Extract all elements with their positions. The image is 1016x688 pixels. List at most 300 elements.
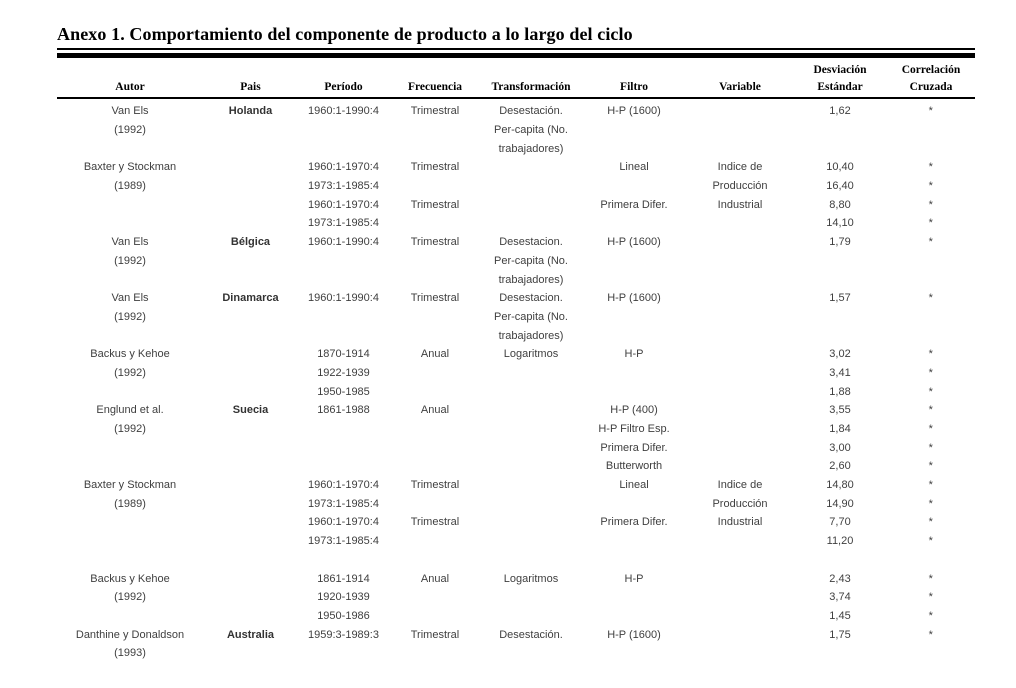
table-row [57,252,975,271]
table-cell: 3,74 [829,591,851,604]
table-cell [581,607,687,626]
table-row [57,588,975,607]
table-cell [793,139,887,158]
table-cell: 16,40 [826,180,854,193]
table-top-rule [57,53,975,58]
table-cell: Trimestral [410,479,460,492]
table-cell: 1960:1-1970:4 [308,161,379,174]
table-cell [57,438,203,457]
table-cell [687,588,793,607]
table-cell [203,476,298,495]
table-cell [57,270,203,289]
table-cell [203,569,298,588]
table-cell [298,438,389,457]
table-cell [687,607,793,626]
table-cell: Logaritmos [503,572,559,585]
table-cell [57,326,203,345]
table-cell: Indice de [717,161,763,174]
table-cell: * [928,348,934,361]
table-cell: 1959:3-1989:3 [308,628,379,641]
table-cell: 1960:1-1970:4 [308,479,379,492]
table-row [57,569,975,588]
table-cell [203,308,298,327]
table-row [57,177,975,196]
table-cell: H-P (400) [610,404,658,417]
table-cell [389,364,481,383]
table-row [57,270,975,289]
table-cell: * [928,236,934,249]
table-cell [481,607,581,626]
table-cell: 1960:1-1990:4 [308,292,379,305]
table-cell [389,644,481,663]
table-row [57,289,975,308]
table-cell: (1993) [114,647,146,660]
header-pais-top [203,59,298,76]
table-cell: Per-capita (No. [494,124,568,137]
table-cell [389,252,481,271]
table-cell [481,551,581,570]
table-cell: Trimestral [410,236,460,249]
table-cell [793,326,887,345]
table-cell [687,98,793,121]
table-cell [887,551,975,570]
table-cell: 2,60 [829,460,851,473]
table-cell: 1960:1-1990:4 [308,105,379,118]
table-cell: Englund et al. [96,404,164,417]
table-cell: * [928,180,934,193]
table-cell: 1950-1985 [317,385,370,398]
table-cell [389,457,481,476]
header-pais: Pais [203,76,298,98]
table-cell: 1922-1939 [317,366,370,379]
table-cell: * [928,198,934,211]
table-cell: 1,84 [829,423,851,436]
data-table [57,59,975,663]
table-cell: * [928,366,934,379]
header-transformacion: Transformación [481,76,581,98]
table-cell [581,588,687,607]
table-cell [687,289,793,308]
table-cell [203,177,298,196]
table-cell [389,308,481,327]
table-cell [887,139,975,158]
table-cell [481,401,581,420]
table-cell: 1960:1-1990:4 [308,236,379,249]
table-cell: 1973:1-1985:4 [308,535,379,548]
header-autor-top [57,59,203,76]
table-row [57,476,975,495]
table-cell: * [928,572,934,585]
table-cell [481,438,581,457]
table-row [57,326,975,345]
table-cell: 14,90 [826,497,854,510]
table-cell [203,382,298,401]
table-cell: Holanda [228,105,273,118]
table-cell: 1,79 [829,236,851,249]
header-desviacion: Desviación [813,64,867,76]
table-cell [793,121,887,140]
table-cell [389,551,481,570]
table-cell: Producción [712,180,768,193]
table-row [57,494,975,513]
table-cell: 1960:1-1970:4 [308,198,379,211]
table-cell [687,532,793,551]
table-cell [298,121,389,140]
table-cell: 1,75 [829,628,851,641]
table-cell: * [928,497,934,510]
table-cell: 1973:1-1985:4 [308,217,379,230]
table-cell: 1870-1914 [317,348,370,361]
table-cell: H-P (1600) [607,628,661,641]
table-cell: Desestación. [499,628,563,641]
table-row [57,457,975,476]
table-cell: Van Els [111,236,149,249]
table-cell [581,551,687,570]
table-cell [389,121,481,140]
table-cell: Baxter y Stockman [83,161,177,174]
table-cell [887,121,975,140]
table-cell [687,644,793,663]
table-cell: * [928,516,934,529]
table-cell [298,644,389,663]
table-cell: 1973:1-1985:4 [308,497,379,510]
table-cell: H-P (1600) [607,105,661,118]
table-cell [203,513,298,532]
table-cell: Anual [420,348,450,361]
table-row [57,438,975,457]
table-cell [581,326,687,345]
table-cell: * [928,404,934,417]
table-cell [57,532,203,551]
table-cell: Trimestral [410,516,460,529]
table-cell: Desestación. [499,105,563,118]
table-cell [793,308,887,327]
header-row-bottom [57,76,975,98]
table-cell: trabajadores) [498,329,564,342]
table-cell [203,551,298,570]
table-cell [581,252,687,271]
table-cell [57,214,203,233]
table-row [57,382,975,401]
table-cell [203,494,298,513]
table-cell [203,457,298,476]
table-cell [687,625,793,644]
table-cell: 1,88 [829,385,851,398]
table-cell: Butterworth [605,460,663,473]
table-row [57,308,975,327]
table-cell [581,532,687,551]
table-row [57,195,975,214]
table-cell [481,457,581,476]
table-cell: 3,55 [829,404,851,417]
table-cell: * [928,292,934,305]
header-correlacion: Correlación [901,64,961,76]
table-row [57,158,975,177]
table-cell [389,438,481,457]
table-cell [57,195,203,214]
table-cell: H-P (1600) [607,236,661,249]
table-cell [203,438,298,457]
table-cell: (1992) [114,310,146,323]
table-cell: Baxter y Stockman [83,479,177,492]
table-cell [389,420,481,439]
table-cell [687,551,793,570]
table-cell: Australia [226,628,275,641]
table-row [57,644,975,663]
table-cell: 1,62 [829,105,851,118]
table-row [57,532,975,551]
table-cell: 1973:1-1985:4 [308,180,379,193]
table-cell: * [928,217,934,230]
table-cell [298,326,389,345]
table-cell [481,532,581,551]
table-cell [687,139,793,158]
table-cell [687,214,793,233]
table-cell [389,139,481,158]
table-cell [57,457,203,476]
table-cell [581,364,687,383]
header-variable: Variable [687,76,793,98]
table-row [57,139,975,158]
table-cell: * [928,535,934,548]
table-row [57,98,975,121]
table-cell [481,588,581,607]
table-cell: Desestacion. [499,236,563,249]
table-cell [203,326,298,345]
table-cell: Lineal [619,479,649,492]
header-periodo-top [298,59,389,76]
table-cell: Bélgica [230,236,271,249]
table-cell [581,139,687,158]
table-cell: 2,43 [829,572,851,585]
table-cell [389,270,481,289]
table-cell [203,420,298,439]
table-cell [481,420,581,439]
table-cell: Danthine y Donaldson [75,628,185,641]
table-cell: Lineal [619,161,649,174]
table-cell: 1861-1988 [317,404,370,417]
header-filtro-top [581,59,687,76]
table-cell [298,457,389,476]
table-row [57,401,975,420]
table-cell: Trimestral [410,161,460,174]
table-cell [203,588,298,607]
table-cell [793,644,887,663]
table-cell [581,121,687,140]
table-cell [687,438,793,457]
table-cell: H-P [624,572,644,585]
table-cell [887,326,975,345]
table-cell: * [928,441,934,454]
table-cell [203,121,298,140]
table-cell [887,252,975,271]
table-row [57,551,975,570]
table-cell [298,270,389,289]
table-cell: * [928,423,934,436]
table-cell: Backus y Kehoe [90,348,170,361]
table-cell [793,252,887,271]
table-cell [203,158,298,177]
table-cell [298,139,389,158]
table-row [57,214,975,233]
table-cell [481,513,581,532]
table-cell [687,345,793,364]
header-frecuencia-top [389,59,481,76]
table-cell [793,270,887,289]
table-cell [687,382,793,401]
table-cell: (1989) [114,180,146,193]
table-row [57,607,975,626]
header-estandar: Estándar [793,76,887,98]
table-cell [481,195,581,214]
table-cell [687,121,793,140]
table-cell [687,326,793,345]
table-cell [581,644,687,663]
table-cell: H-P [624,348,644,361]
table-cell [687,364,793,383]
table-cell [203,345,298,364]
table-cell: 1,57 [829,292,851,305]
table-cell [581,214,687,233]
table-cell [481,364,581,383]
table-cell: 1950-1986 [317,609,370,622]
table-cell [298,551,389,570]
table-cell [57,382,203,401]
table-cell: Trimestral [410,628,460,641]
table-cell: (1989) [114,497,146,510]
table-cell: Trimestral [410,292,460,305]
table-cell [203,364,298,383]
table-cell [481,158,581,177]
table-cell: Anual [420,572,450,585]
table-cell [298,252,389,271]
table-cell [203,270,298,289]
table-cell [298,308,389,327]
table-cell: (1992) [114,366,146,379]
table-cell: * [928,161,934,174]
table-cell [203,214,298,233]
table-cell [481,177,581,196]
table-cell: 3,02 [829,348,851,361]
table-cell [581,270,687,289]
table-cell [203,607,298,626]
header-transformacion-top [481,59,581,76]
table-cell: (1992) [114,423,146,436]
table-cell: (1992) [114,591,146,604]
table-cell: 3,00 [829,441,851,454]
table-cell [203,644,298,663]
table-cell [203,532,298,551]
table-cell [57,551,203,570]
table-cell [887,308,975,327]
table-cell [581,494,687,513]
table-row [57,364,975,383]
table-cell: trabajadores) [498,142,564,155]
table-header [57,59,975,98]
table-cell [57,139,203,158]
table-cell: Anual [420,404,450,417]
table-cell: Dinamarca [222,292,279,305]
table-cell [687,270,793,289]
table-row [57,625,975,644]
table-cell [57,607,203,626]
table-cell: Van Els [111,105,149,118]
table-cell: H-P (1600) [607,292,661,305]
table-cell [389,532,481,551]
table-cell [203,139,298,158]
table-cell [887,270,975,289]
table-cell: Industrial [717,516,763,529]
table-row [57,420,975,439]
table-cell [481,382,581,401]
table-cell [389,494,481,513]
table-cell [793,551,887,570]
table-cell: Desestacion. [499,292,563,305]
table-cell: 10,40 [826,161,854,174]
header-variable-top [687,59,793,76]
table-cell: * [928,628,934,641]
table-row [57,233,975,252]
table-cell [481,214,581,233]
table-cell: Primera Difer. [600,198,668,211]
table-cell [687,569,793,588]
table-cell: 1,45 [829,609,851,622]
table-cell [389,588,481,607]
table-cell: Logaritmos [503,348,559,361]
table-cell [581,382,687,401]
table-cell [581,308,687,327]
table-row [57,513,975,532]
table-cell: * [928,460,934,473]
table-cell [687,401,793,420]
table-cell [887,644,975,663]
table-cell: Industrial [717,198,763,211]
table-cell [203,252,298,271]
table-row [57,345,975,364]
table-cell [481,494,581,513]
table-cell [687,420,793,439]
table-cell [687,233,793,252]
table-cell: (1992) [114,124,146,137]
table-cell [389,214,481,233]
header-cruzada: Cruzada [887,76,975,98]
table-cell: Backus y Kehoe [90,572,170,585]
table-cell [687,457,793,476]
table-cell [389,177,481,196]
table-cell: 14,10 [826,217,854,230]
table-cell [481,644,581,663]
table-cell [389,326,481,345]
table-cell: 1861-1914 [317,572,370,585]
table-cell: * [928,385,934,398]
table-row [57,121,975,140]
table-cell [687,308,793,327]
table-cell [581,177,687,196]
table-cell [203,195,298,214]
table-cell: 1960:1-1970:4 [308,516,379,529]
table-cell: 8,80 [829,198,851,211]
table-cell: Indice de [717,479,763,492]
table-cell: 3,41 [829,366,851,379]
table-cell: 1920-1939 [317,591,370,604]
header-filtro: Filtro [581,76,687,98]
table-cell [687,252,793,271]
table-cell: 7,70 [829,516,851,529]
table-cell: Per-capita (No. [494,254,568,267]
table-body [57,98,975,663]
table-cell: 11,20 [826,535,854,548]
table-cell [389,382,481,401]
